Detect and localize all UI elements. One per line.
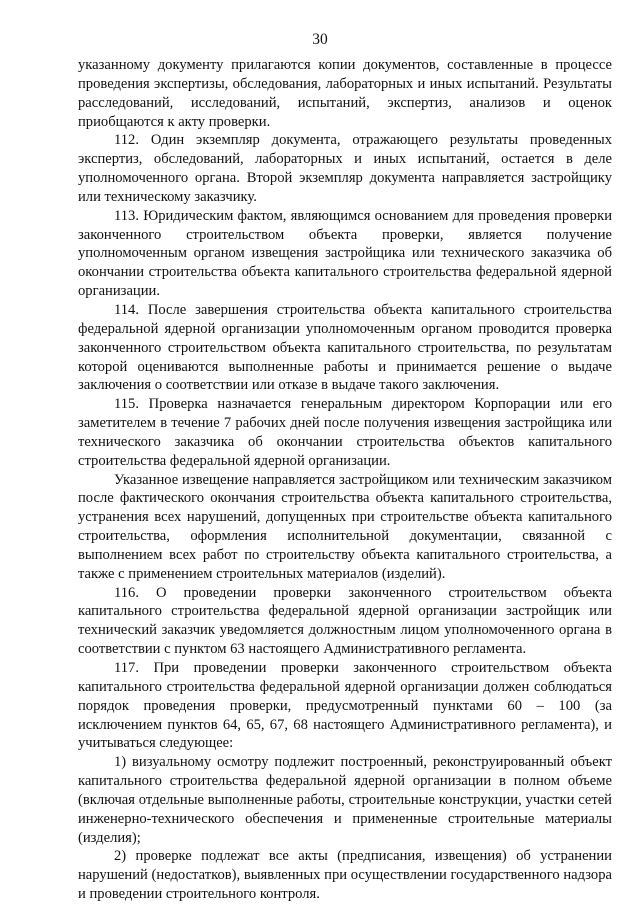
paragraph-continuation: указанному документу прилагаются копии документов, составленные в процессе проведения экспертизы, обследования, лабораторных и иных испытаний. Результаты расследований, исследований, испытаний, экспертиз, анализов и оценок приобщаются к акту проверки.	[78, 57, 612, 130]
paragraph-112: 112. Один экземпляр документа, отражающего результаты проведенных экспертиз, обследований, лабораторных и иных испытаний, остается в деле уполномоченного органа. Второй экземпляр документа направляется застройщику или техническому заказчику.	[78, 132, 612, 205]
paragraph-117: 117. При проведении проверки законченного строительством объекта капитального строительства федеральной ядерной организации должен соблюдаться порядок проведения проверки, предусмотренный пунктами 60 – 100 (за исключением пунктов 64, 65, 67, 68 настоящего Административного регламента), и учитываться следующее:	[78, 660, 612, 752]
paragraph-117-item-1: 1) визуальному осмотру подлежит построенный, реконструированный объект капитального строительства федеральной ядерной организации в полном объеме (включая отдельные выполненные работы, строительные конструкции, участки сетей инженерно-технического обеспечения и примененные строительные материалы (изделия);	[78, 754, 612, 846]
paragraph-117-item-2: 2) проверке подлежат все акты (предписания, извещения) об устранении нарушений (недостатков), выявленных при осуществлении государственного надзора и проведении строительного контроля.	[78, 848, 612, 903]
paragraph-114: 114. После завершения строительства объекта капитального строительства федеральной ядерной организации уполномоченным органом проводится проверка законченного строительством объекта капитального строительства, по результатам которой оцениваются выполненные работы и принимается решение о выдаче заключения о соответствии или отказе в выдаче такого заключения.	[78, 301, 612, 394]
document-body	[78, 56, 612, 904]
paragraph-115-notice: Указанное извещение направляется застройщиком или техническим заказчиком после фактического окончания строительства объекта капитального строительства, устранения всех нарушений, допущенных при строительстве объекта капитального строительства, оформления исполнительной документации, связанной с выполнением всех работ по строительству объекта капитального строительства, а также с применением строительных материалов (изделий).	[78, 471, 612, 582]
paragraph-113: 113. Юридическим фактом, являющимся основанием для проведения проверки законченного строительством объекта проверки, является получение уполномоченным органом извещения застройщика или технического заказчика об окончании строительства объекта капитального строительства федеральной ядерной организации.	[78, 207, 612, 300]
page-number: 30	[312, 31, 328, 48]
paragraph-116: 116. О проведении проверки законченного строительством объекта капитального строительства федеральной ядерной организации застройщик или технический заказчик уведомляется должностным лицом уполномоченного органа в соответствии с пунктом 63 настоящего Административного регламента.	[78, 584, 612, 658]
paragraph-115: 115. Проверка назначается генеральным директором Корпорации или его заметителем в течение 7 рабочих дней после получения извещения застройщика или технического заказчика об окончании строительства объектов капитального строительства федеральной ядерной организации.	[78, 396, 612, 469]
